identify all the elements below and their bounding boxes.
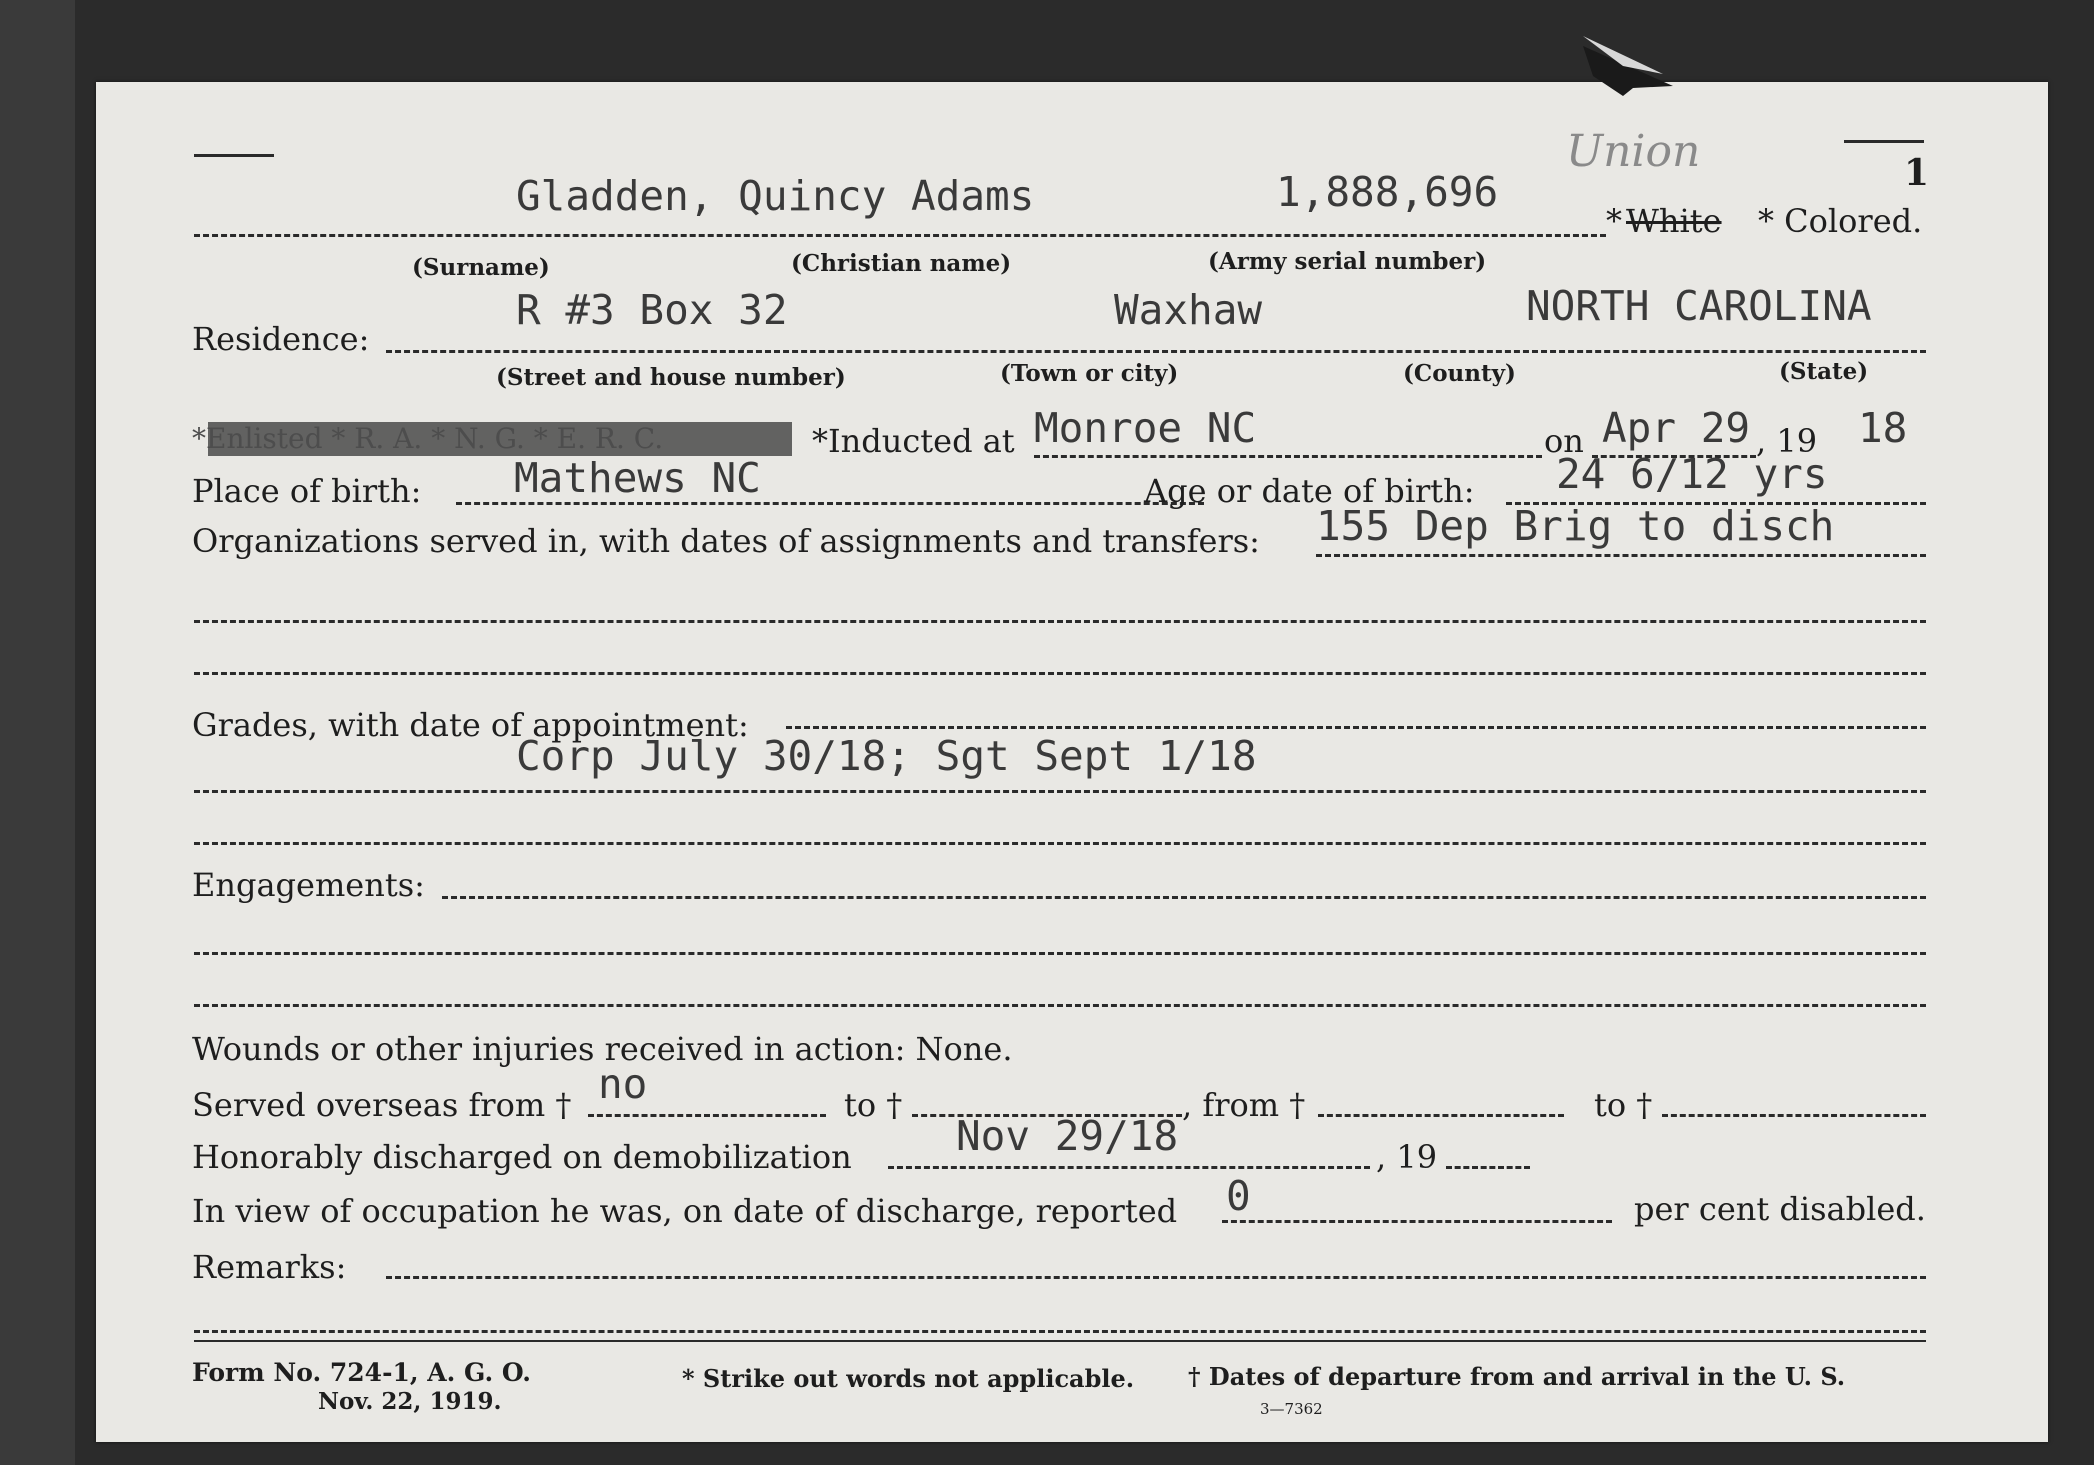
residence-label: Residence: bbox=[192, 320, 370, 358]
page-number-rule bbox=[1844, 140, 1924, 143]
inducted-year-prefix: , 19 bbox=[1756, 422, 1818, 460]
organizations-line-1 bbox=[1316, 554, 1926, 557]
disabled-label: In view of occupation he was, on date of discharge, reported bbox=[192, 1192, 1178, 1230]
service-record-card bbox=[96, 82, 2048, 1442]
label-christian-name: (Christian name) bbox=[791, 250, 1012, 277]
engagements-line-3 bbox=[194, 1004, 1926, 1007]
age-label: Age or date of birth: bbox=[1144, 472, 1475, 510]
organizations-line-2 bbox=[194, 620, 1926, 623]
organizations-line-3 bbox=[194, 672, 1926, 675]
overseas-to-line-2 bbox=[1662, 1114, 1926, 1117]
label-serial-number: (Army serial number) bbox=[1208, 248, 1487, 275]
page-number: 1 bbox=[1904, 152, 1930, 194]
label-county: (County) bbox=[1403, 360, 1516, 387]
background-strip bbox=[0, 0, 75, 1465]
to-label-2: to † bbox=[1594, 1086, 1653, 1124]
residence-town-value: Waxhaw bbox=[1114, 286, 1263, 334]
residence-state-value: NORTH CAROLINA bbox=[1526, 282, 1872, 330]
birthplace-line bbox=[456, 502, 1204, 505]
race-asterisk: * bbox=[1606, 202, 1622, 240]
engagements-line-2 bbox=[194, 952, 1926, 955]
from-label: , from † bbox=[1182, 1086, 1306, 1124]
remarks-line-2 bbox=[194, 1330, 1926, 1333]
inducted-place-value: Monroe NC bbox=[1034, 404, 1257, 452]
engagements-line-1 bbox=[442, 896, 1926, 899]
overseas-label: Served overseas from † bbox=[192, 1086, 572, 1124]
birthplace-label: Place of birth: bbox=[192, 472, 422, 510]
name-line bbox=[194, 234, 1606, 237]
remarks-label: Remarks: bbox=[192, 1248, 347, 1286]
overseas-from-line bbox=[588, 1114, 826, 1117]
organizations-label: Organizations served in, with dates of assignments and transfers: bbox=[192, 522, 1260, 560]
discharge-label: Honorably discharged on demobilization bbox=[192, 1138, 852, 1176]
age-value: 24 6/12 yrs bbox=[1556, 450, 1828, 498]
disabled-value: 0 bbox=[1226, 1172, 1251, 1220]
print-code: 3—7362 bbox=[1260, 1400, 1323, 1418]
grades-line-3 bbox=[194, 842, 1926, 845]
grades-value: Corp July 30/18; Sgt Sept 1/18 bbox=[516, 732, 1257, 780]
label-surname: (Surname) bbox=[412, 254, 550, 281]
discharge-date-value: Nov 29/18 bbox=[956, 1112, 1179, 1160]
overseas-from-line-2 bbox=[1318, 1114, 1564, 1117]
inducted-date-value: Apr 29 bbox=[1602, 404, 1751, 452]
name-value: Gladden, Quincy Adams bbox=[516, 172, 1035, 220]
organizations-value: 155 Dep Brig to disch bbox=[1316, 502, 1835, 550]
inducted-year-value: 18 bbox=[1858, 404, 1908, 452]
on-label: on bbox=[1544, 422, 1584, 460]
torn-tab-graphic bbox=[1563, 26, 1683, 96]
label-street: (Street and house number) bbox=[496, 364, 846, 391]
form-date: Nov. 22, 1919. bbox=[318, 1388, 502, 1415]
top-short-rule bbox=[194, 154, 274, 157]
disabled-line bbox=[1222, 1220, 1612, 1223]
discharge-year-line bbox=[1446, 1166, 1530, 1169]
label-town: (Town or city) bbox=[1000, 360, 1179, 387]
remarks-bottom-rule bbox=[194, 1340, 1926, 1342]
race-white: White bbox=[1626, 202, 1722, 240]
form-number: Form No. 724-1, A. G. O. bbox=[192, 1358, 531, 1387]
label-state: (State) bbox=[1779, 358, 1869, 385]
overseas-value: no bbox=[598, 1060, 648, 1108]
residence-street-value: R #3 Box 32 bbox=[516, 286, 788, 334]
inducted-label: *Inducted at bbox=[812, 422, 1015, 460]
footnote-dates: † Dates of departure from and arrival in the U. S. bbox=[1188, 1362, 1846, 1391]
grades-line-2 bbox=[194, 790, 1926, 793]
grades-label: Grades, with date of appointment: bbox=[192, 706, 749, 744]
race-colored: * Colored. bbox=[1758, 202, 1923, 240]
birthplace-value: Mathews NC bbox=[514, 454, 761, 502]
inducted-line bbox=[1034, 455, 1542, 458]
footnote-strike: * Strike out words not applicable. bbox=[682, 1364, 1135, 1393]
grades-line-1 bbox=[786, 726, 1926, 729]
discharge-year-label: , 19 bbox=[1376, 1138, 1438, 1176]
residence-line bbox=[386, 350, 1926, 353]
handwritten-note: Union bbox=[1566, 126, 1701, 177]
serial-number-value: 1,888,696 bbox=[1276, 168, 1499, 216]
remarks-line-1 bbox=[386, 1276, 1926, 1279]
disabled-suffix: per cent disabled. bbox=[1634, 1190, 1926, 1228]
engagements-label: Engagements: bbox=[192, 866, 425, 904]
wounds-label: Wounds or other injuries received in action: None. bbox=[192, 1030, 1013, 1068]
enlisted-struck-text: *Enlisted * R. A. * N. G. * E. R. C. bbox=[192, 422, 664, 455]
to-label-1: to † bbox=[844, 1086, 903, 1124]
discharge-line bbox=[888, 1166, 1370, 1169]
